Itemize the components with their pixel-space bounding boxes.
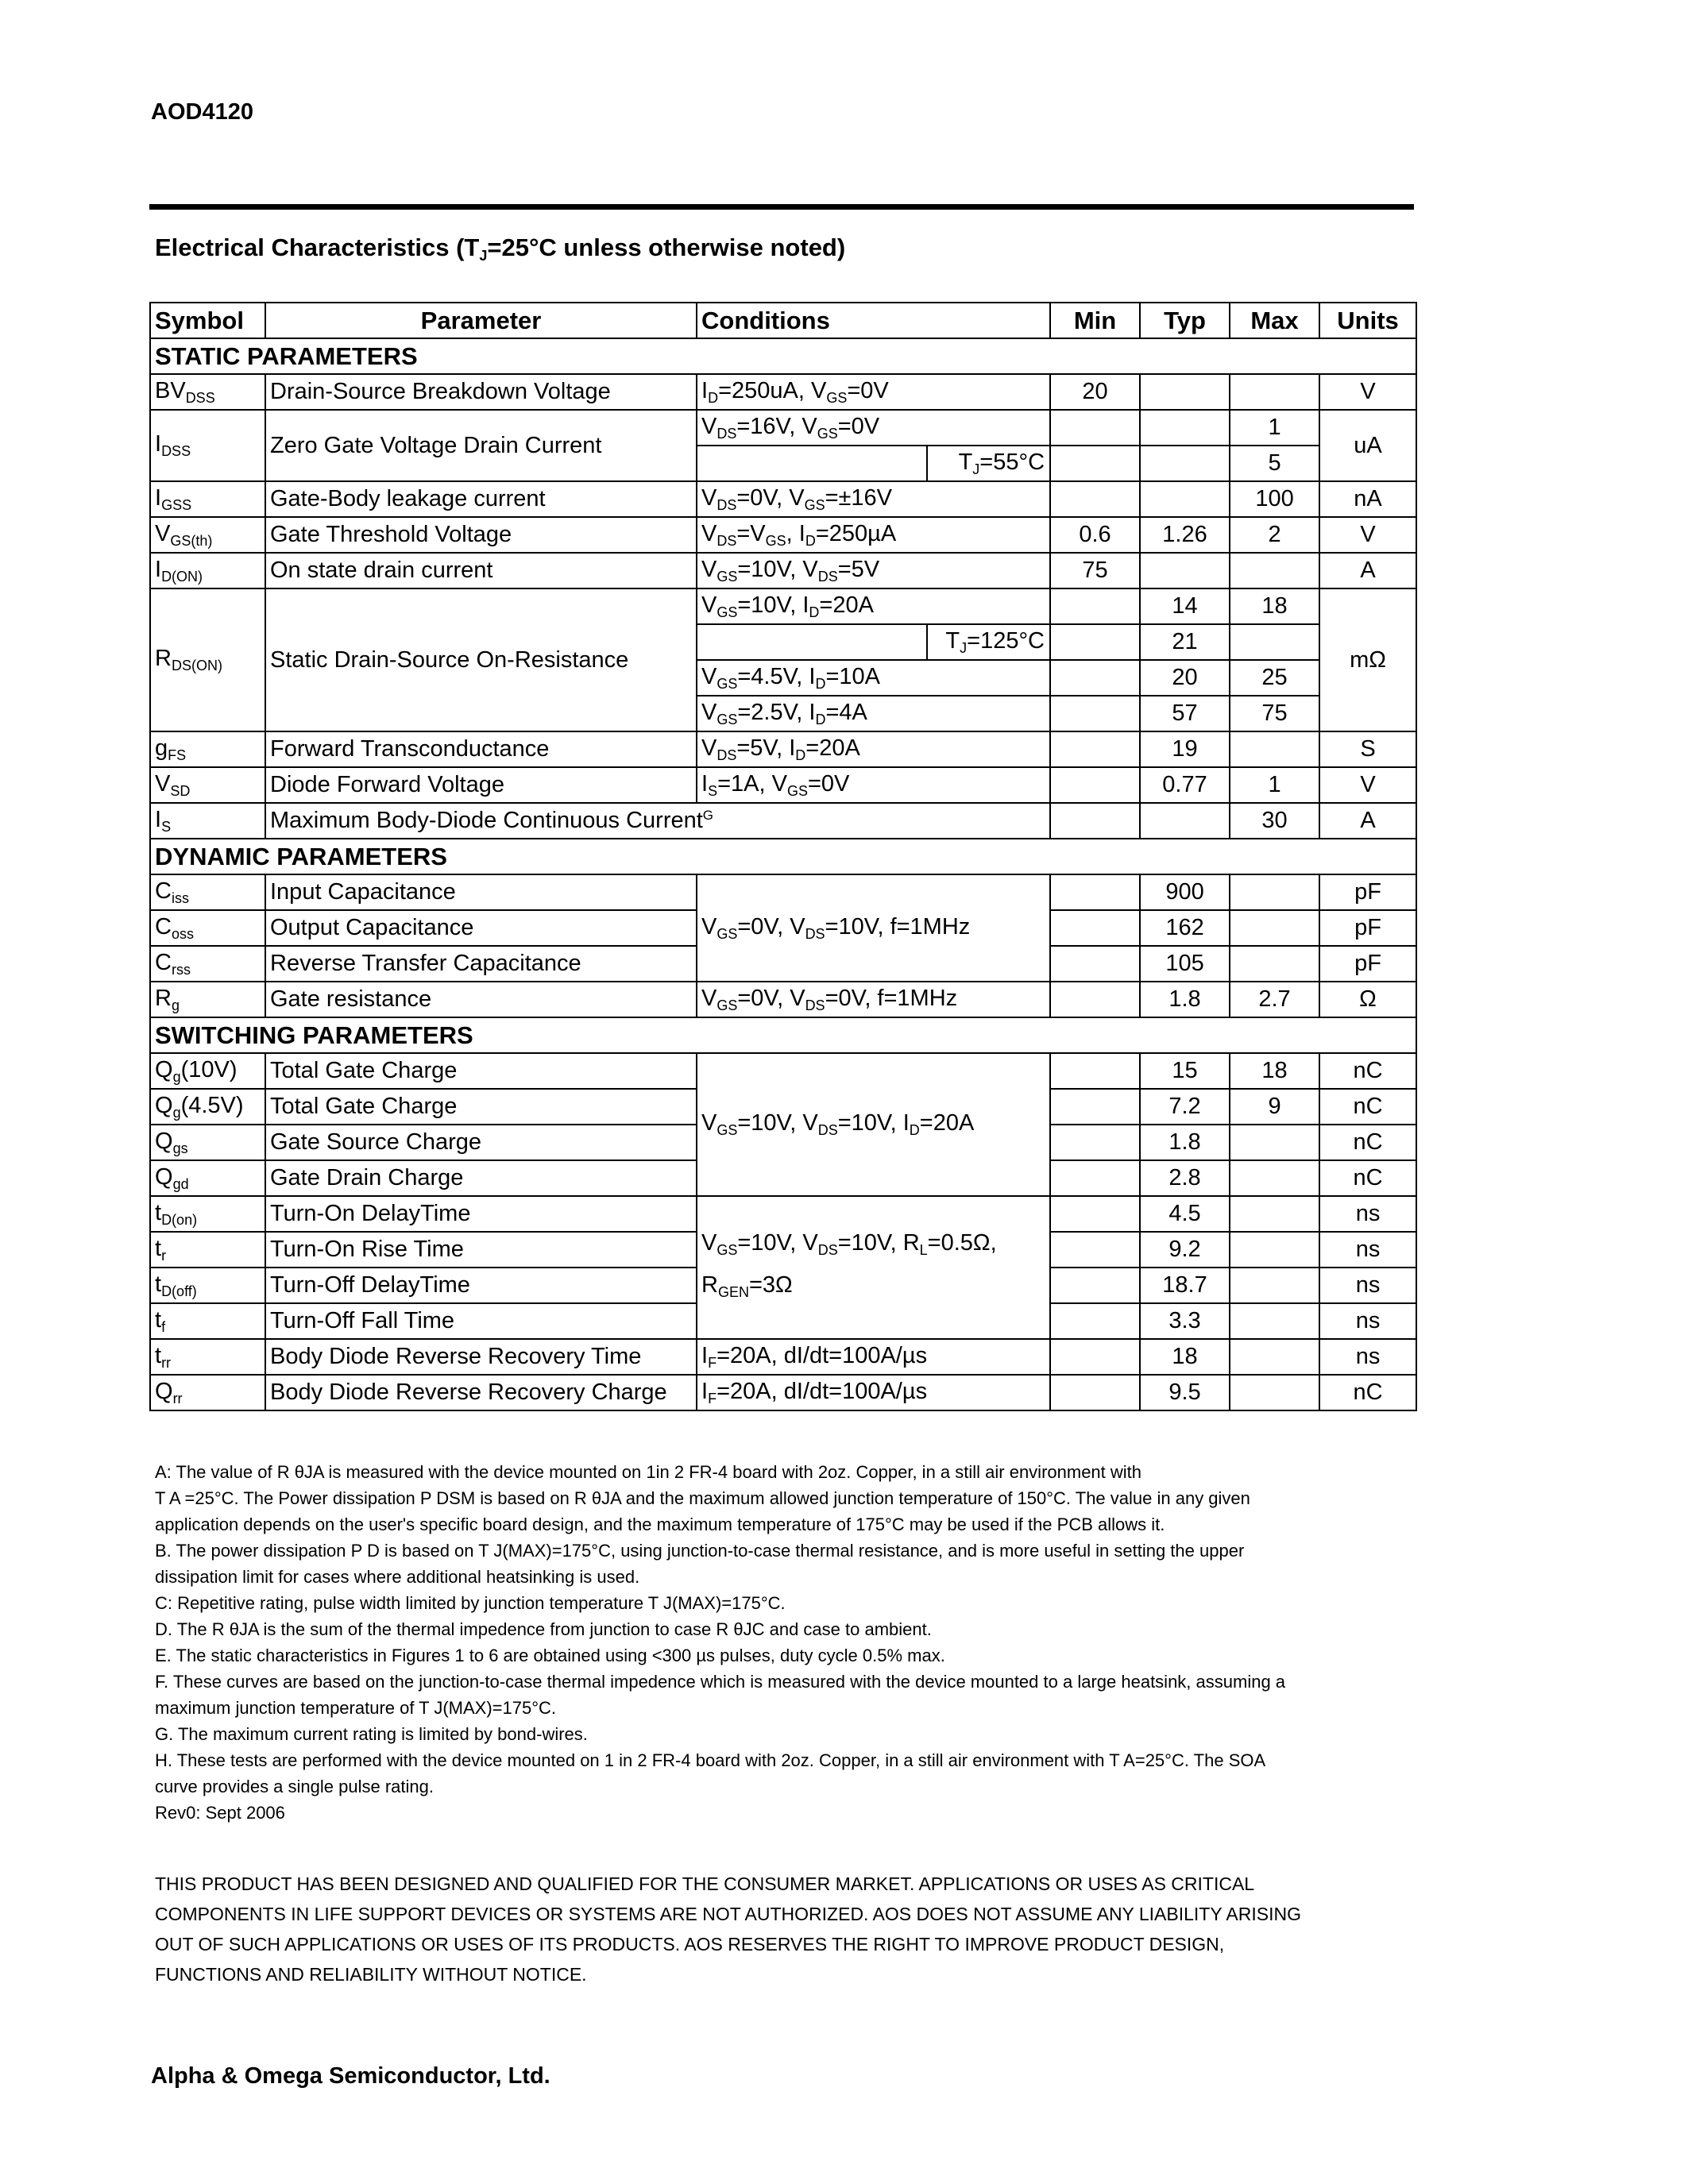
max-value (1230, 1160, 1319, 1196)
conditions: $V_{DS}=16V$, $V_{GS}=0V$ (697, 410, 1050, 446)
symbol: $C_{rss}$ (150, 946, 265, 982)
parameter: Diode Forward Voltage (265, 767, 697, 803)
min-value (1050, 481, 1140, 517)
min-value (1050, 1339, 1140, 1375)
min-value (1050, 1268, 1140, 1303)
typ-value: 105 (1140, 946, 1230, 982)
table-row (150, 1339, 1416, 1375)
conditions: $V_{GS}=10V$, $V_{DS}=10V$, $R_L=0.5\Omega$, $R_{GEN}=3\Omega$ (697, 1196, 1050, 1339)
footnote-line: maximum junction temperature of T J(MAX)=175°C. (155, 1698, 557, 1718)
typ-value: 900 (1140, 874, 1230, 910)
parameter: Total Gate Charge (265, 1089, 697, 1125)
table-row (150, 1196, 1416, 1232)
typ-value: 18.7 (1140, 1268, 1230, 1303)
max-value: 75 (1230, 696, 1319, 731)
min-value (1050, 874, 1140, 910)
max-value (1230, 1125, 1319, 1160)
units: ns (1319, 1232, 1416, 1268)
typ-value: 1.8 (1140, 1125, 1230, 1160)
typ-value: 3.3 (1140, 1303, 1230, 1339)
max-value: 25 (1230, 660, 1319, 696)
max-value: 18 (1230, 1053, 1319, 1089)
symbol: $Q_{gd}$ (150, 1160, 265, 1196)
conditions: $I_D=250uA$, $V_{GS}=0V$ (697, 374, 1050, 410)
table-row (150, 517, 1416, 553)
max-value: 2 (1230, 517, 1319, 553)
parameter: Drain-Source Breakdown Voltage (265, 374, 697, 410)
parameter: Body Diode Reverse Recovery Charge (265, 1375, 697, 1410)
conditions-tj: $T_J=55^\circ C$ (927, 446, 1050, 481)
disclaimer-line: FUNCTIONS AND RELIABILITY WITHOUT NOTICE. (155, 1964, 587, 1985)
part-number: AOD4120 (151, 99, 253, 125)
units: ns (1319, 1339, 1416, 1375)
max-value: 1 (1230, 410, 1319, 446)
conditions-tj: $T_J=125^\circ C$ (927, 624, 1050, 660)
footnote-line: D. The R θJA is the sum of the thermal impedence from junction to case R θJC and case to ambient. (155, 1619, 932, 1639)
symbol: $C_{oss}$ (150, 910, 265, 946)
symbol: $t_r$ (150, 1232, 265, 1268)
table-row (150, 767, 1416, 803)
conditions: $V_{GS}=4.5V$, $I_D=10A$ (697, 660, 1050, 696)
section-label-dynamic: DYNAMIC PARAMETERS (150, 839, 1416, 874)
typ-value: 57 (1140, 696, 1230, 731)
symbol: $C_{iss}$ (150, 874, 265, 910)
max-value (1230, 1375, 1319, 1410)
symbol: $t_{rr}$ (150, 1339, 265, 1375)
typ-value: 21 (1140, 624, 1230, 660)
min-value (1050, 946, 1140, 982)
typ-value (1140, 481, 1230, 517)
symbol: $V_{SD}$ (150, 767, 265, 803)
footnote-line: application depends on the user's specific board design, and the maximum temperature of 175°C may be used if the PCB allows it. (155, 1515, 1165, 1534)
units: Ω (1319, 982, 1416, 1017)
max-value: 100 (1230, 481, 1319, 517)
conditions: $V_{DS}=0V$, $V_{GS}=\pm 16V$ (697, 481, 1050, 517)
column-header-min: Min (1050, 303, 1140, 338)
footnote-line: T A =25°C. The Power dissipation P DSM is based on R θJA and the maximum allowed junction temperature of 150°C. The value in any given (155, 1488, 1250, 1508)
typ-value: 19 (1140, 731, 1230, 767)
min-value (1050, 1375, 1140, 1410)
footnote-line: C: Repetitive rating, pulse width limited by junction temperature T J(MAX)=175°C. (155, 1593, 786, 1613)
typ-value: 4.5 (1140, 1196, 1230, 1232)
footnote-line: G. The maximum current rating is limited by bond-wires. (155, 1724, 588, 1744)
max-value: 9 (1230, 1089, 1319, 1125)
table-row (150, 481, 1416, 517)
typ-value: 20 (1140, 660, 1230, 696)
parameter: Gate Threshold Voltage (265, 517, 697, 553)
max-value: 30 (1230, 803, 1319, 839)
units: V (1319, 767, 1416, 803)
typ-value (1140, 553, 1230, 588)
revision: Rev0: Sept 2006 (155, 1803, 285, 1823)
parameter: Input Capacitance (265, 874, 697, 910)
footnote-line: curve provides a single pulse rating. (155, 1777, 434, 1796)
units: pF (1319, 910, 1416, 946)
disclaimer-line: COMPONENTS IN LIFE SUPPORT DEVICES OR SYSTEMS ARE NOT AUTHORIZED. AOS DOES NOT ASSUME ANY LIABILITY ARISING (155, 1904, 1301, 1924)
units: A (1319, 553, 1416, 588)
section-row (150, 338, 1416, 374)
column-header-max: Max (1230, 303, 1319, 338)
conditions-spacer (697, 446, 927, 481)
table-row (150, 731, 1416, 767)
parameter: Turn-On Rise Time (265, 1232, 697, 1268)
footnote-line: A: The value of R θJA is measured with the device mounted on 1in 2 FR-4 board with 2oz. Copper, in a still air environment with (155, 1462, 1142, 1482)
section-label-switching: SWITCHING PARAMETERS (150, 1017, 1416, 1053)
disclaimer-line: OUT OF SUCH APPLICATIONS OR USES OF ITS PRODUCTS. AOS RESERVES THE RIGHT TO IMPROVE PRODUCT DESIGN, (155, 1934, 1225, 1954)
typ-value: 15 (1140, 1053, 1230, 1089)
conditions: $V_{GS}=10V$, $I_D=20A$ (697, 588, 1050, 624)
max-value: 18 (1230, 588, 1319, 624)
typ-value: 162 (1140, 910, 1230, 946)
parameter: Zero Gate Voltage Drain Current (265, 410, 697, 481)
max-value (1230, 874, 1319, 910)
min-value (1050, 982, 1140, 1017)
parameter: Output Capacitance (265, 910, 697, 946)
table-row (150, 1053, 1416, 1089)
parameter: Static Drain-Source On-Resistance (265, 588, 697, 731)
min-value (1050, 624, 1140, 660)
footnote-line: H. These tests are performed with the device mounted on 1 in 2 FR-4 board with 2oz. Copper, in a still air environment with T A=25°C. The SOA (155, 1750, 1266, 1770)
parameter: Turn-Off DelayTime (265, 1268, 697, 1303)
typ-value (1140, 374, 1230, 410)
min-value (1050, 588, 1140, 624)
conditions: $V_{DS}=5V$, $I_D=20A$ (697, 731, 1050, 767)
min-value (1050, 446, 1140, 481)
electrical-characteristics-table (149, 302, 1417, 1411)
units: nA (1319, 481, 1416, 517)
disclaimer (155, 1869, 1466, 1989)
table-row (150, 982, 1416, 1017)
symbol: $Q_g(10V)$ (150, 1053, 265, 1089)
min-value (1050, 803, 1140, 839)
symbol: $t_f$ (150, 1303, 265, 1339)
units: mΩ (1319, 588, 1416, 731)
parameter: On state drain current (265, 553, 697, 588)
symbol: $Q_{rr}$ (150, 1375, 265, 1410)
typ-value: 9.5 (1140, 1375, 1230, 1410)
max-value (1230, 1268, 1319, 1303)
units: nC (1319, 1160, 1416, 1196)
max-value (1230, 946, 1319, 982)
symbol: $g_{FS}$ (150, 731, 265, 767)
units: ns (1319, 1196, 1416, 1232)
units: V (1319, 374, 1416, 410)
min-value (1050, 1053, 1140, 1089)
units: nC (1319, 1125, 1416, 1160)
footnote-line: B. The power dissipation P D is based on T J(MAX)=175°C, using junction-to-case thermal resistance, and is more useful in setting the upper (155, 1541, 1245, 1561)
units: pF (1319, 874, 1416, 910)
parameter: Turn-On DelayTime (265, 1196, 697, 1232)
units: nC (1319, 1089, 1416, 1125)
max-value (1230, 1232, 1319, 1268)
column-header-conditions: Conditions (697, 303, 1050, 338)
max-value: 2.7 (1230, 982, 1319, 1017)
typ-value (1140, 410, 1230, 446)
max-value (1230, 624, 1319, 660)
typ-value (1140, 803, 1230, 839)
max-value: 5 (1230, 446, 1319, 481)
symbol: $R_g$ (150, 982, 265, 1017)
min-value (1050, 910, 1140, 946)
typ-value: 2.8 (1140, 1160, 1230, 1196)
symbol: $I_{GSS}$ (150, 481, 265, 517)
max-value (1230, 553, 1319, 588)
units: ns (1319, 1268, 1416, 1303)
table-row (150, 874, 1416, 910)
conditions: $V_{GS}=10V$, $V_{DS}=10V$, $I_D=20A$ (697, 1053, 1050, 1196)
typ-value: 0.77 (1140, 767, 1230, 803)
typ-value (1140, 446, 1230, 481)
units: nC (1319, 1375, 1416, 1410)
min-value (1050, 660, 1140, 696)
max-value (1230, 1196, 1319, 1232)
parameter: Gate Drain Charge (265, 1160, 697, 1196)
max-value (1230, 731, 1319, 767)
column-header-symbol: Symbol (150, 303, 265, 338)
parameter: Body Diode Reverse Recovery Time (265, 1339, 697, 1375)
symbol: $Q_{gs}$ (150, 1125, 265, 1160)
min-value: 75 (1050, 553, 1140, 588)
min-value: 20 (1050, 374, 1140, 410)
parameter: Gate Source Charge (265, 1125, 697, 1160)
symbol: $I_{DSS}$ (150, 410, 265, 481)
min-value (1050, 731, 1140, 767)
footnote-line: dissipation limit for cases where additional heatsinking is used. (155, 1567, 640, 1587)
typ-value: 7.2 (1140, 1089, 1230, 1125)
symbol: $R_{DS(ON)}$ (150, 588, 265, 731)
typ-value: 18 (1140, 1339, 1230, 1375)
typ-value: 1.26 (1140, 517, 1230, 553)
min-value (1050, 767, 1140, 803)
column-header-typ: Typ (1140, 303, 1230, 338)
max-value (1230, 1303, 1319, 1339)
max-value: 1 (1230, 767, 1319, 803)
footnote-line: F. These curves are based on the junction-to-case thermal impedence which is measured with the device mounted to a large heatsink, assuming a (155, 1672, 1286, 1692)
symbol: $I_{D(ON)}$ (150, 553, 265, 588)
section-row (150, 1017, 1416, 1053)
min-value (1050, 410, 1140, 446)
column-header-parameter: Parameter (265, 303, 697, 338)
units: V (1319, 517, 1416, 553)
symbol: $t_{D(on)}$ (150, 1196, 265, 1232)
units: ns (1319, 1303, 1416, 1339)
parameter: Gate-Body leakage current (265, 481, 697, 517)
typ-value: 14 (1140, 588, 1230, 624)
parameter: Maximum Body-Diode Continuous Current$^G$ (265, 803, 1050, 839)
units: pF (1319, 946, 1416, 982)
min-value: 0.6 (1050, 517, 1140, 553)
table-row (150, 588, 1416, 624)
min-value (1050, 1160, 1140, 1196)
symbol: $Q_g(4.5V)$ (150, 1089, 265, 1125)
conditions: $I_F=20A$, dI/dt=100A/µs (697, 1375, 1050, 1410)
conditions-spacer (697, 624, 927, 660)
table-header-row (150, 303, 1416, 338)
units: A (1319, 803, 1416, 839)
conditions: $V_{GS}=0V$, $V_{DS}=10V$, f=1MHz (697, 874, 1050, 982)
parameter: Reverse Transfer Capacitance (265, 946, 697, 982)
table-row (150, 1375, 1416, 1410)
min-value (1050, 1196, 1140, 1232)
conditions: $V_{GS}=2.5V$, $I_D=4A$ (697, 696, 1050, 731)
disclaimer-line: THIS PRODUCT HAS BEEN DESIGNED AND QUALIFIED FOR THE CONSUMER MARKET. APPLICATIONS OR USES AS CRITICAL (155, 1873, 1255, 1894)
parameter: Total Gate Charge (265, 1053, 697, 1089)
symbol: $I_S$ (150, 803, 265, 839)
table-row (150, 553, 1416, 588)
table-row (150, 803, 1416, 839)
company-name: Alpha & Omega Semiconductor, Ltd. (151, 2063, 550, 2089)
column-header-units: Units (1319, 303, 1416, 338)
max-value (1230, 910, 1319, 946)
footnotes (155, 1459, 1426, 1826)
min-value (1050, 696, 1140, 731)
max-value (1230, 374, 1319, 410)
table-row (150, 374, 1416, 410)
section-row (150, 839, 1416, 874)
section-label-static: STATIC PARAMETERS (150, 338, 1416, 374)
conditions: $V_{DS}=V_{GS}$, $I_D=250\mu A$ (697, 517, 1050, 553)
symbol: $V_{GS(th)}$ (150, 517, 265, 553)
typ-value: 9.2 (1140, 1232, 1230, 1268)
header-rule (149, 204, 1414, 210)
conditions: $I_F=20A$, dI/dt=100A/µs (697, 1339, 1050, 1375)
parameter: Turn-Off Fall Time (265, 1303, 697, 1339)
min-value (1050, 1303, 1140, 1339)
section-title: Electrical Characteristics ($T_J=25^\circ C$ unless otherwise noted) (155, 233, 846, 264)
typ-value: 1.8 (1140, 982, 1230, 1017)
min-value (1050, 1125, 1140, 1160)
min-value (1050, 1232, 1140, 1268)
parameter: Gate resistance (265, 982, 697, 1017)
conditions: $V_{GS}=0V$, $V_{DS}=0V$, f=1MHz (697, 982, 1050, 1017)
conditions: $V_{GS}=10V$, $V_{DS}=5V$ (697, 553, 1050, 588)
max-value (1230, 1339, 1319, 1375)
footnote-line: E. The static characteristics in Figures 1 to 6 are obtained using <300 µs pulses, duty cycle 0.5% max. (155, 1646, 945, 1665)
units: S (1319, 731, 1416, 767)
symbol: $BV_{DSS}$ (150, 374, 265, 410)
min-value (1050, 1089, 1140, 1125)
table-row (150, 410, 1416, 446)
parameter: Forward Transconductance (265, 731, 697, 767)
conditions: $I_S=1A$, $V_{GS}=0V$ (697, 767, 1050, 803)
symbol: $t_{D(off)}$ (150, 1268, 265, 1303)
units: nC (1319, 1053, 1416, 1089)
units: uA (1319, 410, 1416, 481)
